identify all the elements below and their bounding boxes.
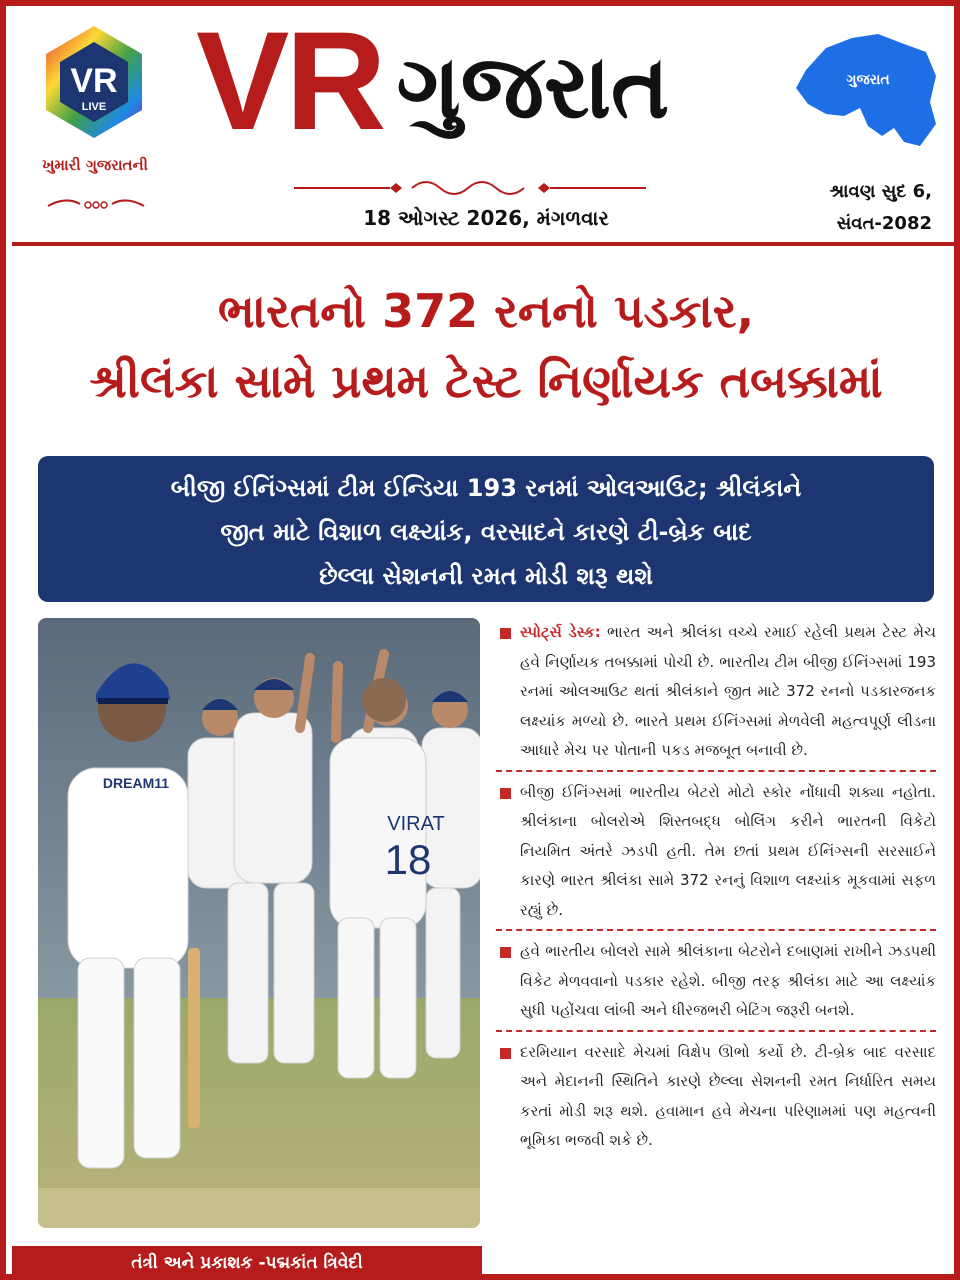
brand-vr: VR (196, 2, 383, 159)
subheadline-line-1: બીજી ઈનિંગ્સમાં ટીમ ઈન્ડિયા 193 રનમાં ઓલઆઉટ; શ્રીલંકાને (170, 474, 802, 502)
ornament-icon (46, 194, 146, 214)
headline-line-2: શ્રીલંકા સામે પ્રથમ ટેસ્ટ નિર્ણાયક તબક્કામાં (89, 354, 883, 408)
headline (16, 276, 956, 416)
subheadline-box (38, 456, 934, 602)
masthead-divider (12, 242, 960, 246)
paragraph-text: બીજી ઈનિંગ્સમાં ભારતીય બેટરો મોટો સ્કોર નોંધાવી શક્યા નહોતા. શ્રીલંકાના બોલરોએ શિસ્તબદ્ધ બોલિંગ કરીને ભારતની વિકેટો નિયમિત અંતરે ઝડપી હતી. તેમ છતાં પ્રથમ ઈનિંગ્સની સરસાઈને કારણે ભારત શ્રીલંકા સામે 372 રનનું વિશાળ લક્ષ્યાંક મૂકવામાં સફળ રહ્યું છે. (520, 782, 936, 919)
paragraph-text: હવે ભારતીય બોલરો સામે શ્રીલંકાના બેટરોને દબાણમાં રાખીને ઝડપથી વિકેટ મેળવવાનો પડકાર રહેશે. બીજી તરફ શ્રીલંકા માટે આ લક્ષ્યાંક સુધી પહોંચવા લાંબી અને ધીરજભરી બેટિંગ જરૂરી બનશે. (520, 942, 936, 1019)
paragraph-text: ભારત અને શ્રીલંકા વચ્ચે રમાઈ રહેલી પ્રથમ ટેસ્ટ મેચ હવે નિર્ણાયક તબક્કામાં પોચી છે. ભારતીય ટીમ બીજી ઈનિંગ્સમાં 193 રનમાં ઓલઆઉટ થતાં શ્રીલંકાને જીત માટે 372 રનનો પડકારજનક લક્ષ્યાંક મળ્યો છે. ભારતે પ્રથમ ઈનિંગ્સમાં મેળવેલી મહત્વપૂર્ણ લીડના આધારે મેચ પર પોતાની પકડ મજબૂત બનાવી છે. (520, 623, 936, 759)
brand-name: ગુજરાત (396, 35, 670, 138)
headline-line-1: ભારતનો 372 રનનો પડકાર, (217, 284, 755, 338)
tagline: ખુમારી ગુજરાતની (42, 156, 148, 174)
tithi-line-2: સંવત-2082 (836, 213, 932, 234)
map-label: ગુજરાત (846, 72, 890, 88)
article-paragraph (496, 937, 936, 1032)
sponsor-logo: DREAM11 (102, 775, 170, 791)
dateline: સ્પોર્ટ્સ ડેસ્ક: (520, 623, 601, 641)
gujarat-map-icon (786, 24, 946, 164)
bullet-icon (500, 947, 511, 958)
vr-live-logo (34, 22, 154, 142)
article-paragraph (496, 1038, 936, 1160)
paragraph-text: દરમિયાન વરસાદે મેચમાં વિક્ષેપ ઊભો કર્યો છે. ટી-બ્રેક બાદ વરસાદ અને મેદાનની સ્થિતિને કારણે છેલ્લા સેશનની રમત નિર્ધારિત સમય કરતાં મોડી શરૂ થશે. હવામાન હવે મેચના પરિણામમાં પણ મહત્વની ભૂમિકા ભજવી શકે છે. (520, 1042, 936, 1149)
bullet-icon (500, 1048, 511, 1059)
subheadline-line-3: છેલ્લા સેશનની રમત મોડી શરૂ થશે (319, 562, 653, 590)
logo-vr-text: VR (70, 62, 118, 100)
logo-live-text: LIVE (81, 101, 107, 113)
article-paragraph (496, 778, 936, 932)
article-paragraph (496, 618, 936, 772)
masthead-title (196, 2, 670, 159)
tithi-line-1: શ્રાવણ સુદ 6, (829, 181, 932, 202)
jersey-number: 18 (384, 836, 432, 883)
issue-date: 18 ઓગસ્ટ 2026, મંગળવાર (363, 206, 609, 230)
tithi-block (796, 176, 946, 240)
bullet-icon (500, 628, 511, 639)
bullet-icon (500, 788, 511, 799)
article-body (496, 618, 936, 1166)
jersey-name: VIRAT (387, 813, 445, 835)
date-ornament-icon (292, 174, 648, 202)
subheadline-line-2: જીત માટે વિશાળ લક્ષ્યાંક, વરસાદને કારણે ટી-બ્રેક બાદ (220, 518, 752, 546)
publisher-credit: તંત્રી અને પ્રકાશક -પદ્મકાંત ત્રિવેદી (12, 1246, 482, 1280)
cricket-photo (38, 618, 480, 1228)
